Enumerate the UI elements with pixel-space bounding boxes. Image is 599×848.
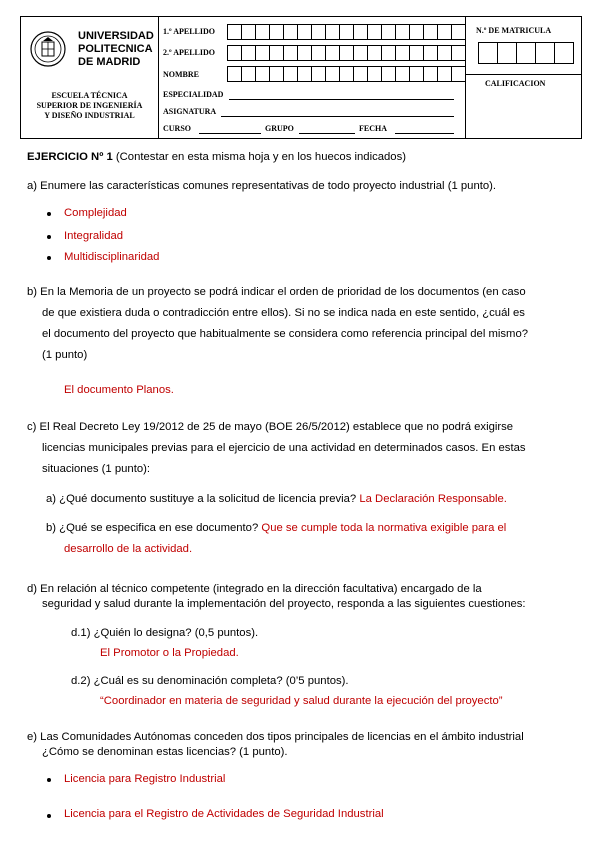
especialidad-label: ESPECIALIDAD	[163, 90, 224, 99]
answer-b: El documento Planos.	[64, 384, 174, 396]
exercise-title-rest: (Contestar en esta misma hoja y en los huecos indicados)	[112, 151, 406, 163]
question-c-sub-a	[46, 490, 507, 509]
question-b-line: b) En la Memoria de un proyecto se podrá indicar el orden de prioridad de los documentos (en caso	[27, 286, 526, 298]
bullet-icon	[47, 256, 51, 260]
university-line: DE MADRID	[78, 56, 141, 68]
apellido1-boxes[interactable]	[227, 24, 465, 40]
answer-d2: “Coordinador en materia de seguridad y salud durante la ejecución del proyecto”	[100, 695, 503, 707]
asignatura-line[interactable]	[221, 116, 454, 117]
answer-c-sub-a: La Declaración Responsable.	[359, 493, 507, 505]
question-d-line: seguridad y salud durante la implementación del proyecto, responda a las siguientes cuestiones:	[42, 598, 526, 610]
university-line: POLITECNICA	[78, 43, 153, 55]
answer-d1: El Promotor o la Propiedad.	[100, 647, 239, 659]
answer-a-3: Multidisciplinaridad	[64, 251, 160, 263]
question-d1: d.1) ¿Quién lo designa? (0,5 puntos).	[71, 627, 259, 639]
header-divider	[465, 74, 581, 75]
matricula-boxes[interactable]	[478, 42, 573, 64]
question-c-line: licencias municipales previas para el ejercicio de una actividad en determinados casos. En estas	[42, 442, 526, 454]
school-line: Y DISEÑO INDUSTRIAL	[44, 111, 135, 120]
question-c-line: situaciones (1 punto):	[42, 463, 151, 475]
question-c-sub-a-text: a) ¿Qué documento sustituye a la solicitud de licencia previa?	[46, 493, 360, 505]
bullet-icon	[47, 212, 51, 216]
matricula-label: N.º DE MATRICULA	[476, 26, 552, 35]
apellido2-boxes[interactable]	[227, 45, 465, 61]
question-a: a) Enumere las características comunes representativas de todo proyecto industrial (1 punto).	[27, 180, 497, 192]
answer-a-1: Complejidad	[64, 207, 127, 219]
school-line: SUPERIOR DE INGENIERÍA	[36, 101, 143, 110]
university-line: UNIVERSIDAD	[78, 30, 154, 42]
school-line: ESCUELA TÉCNICA	[51, 91, 128, 100]
bullet-icon	[47, 235, 51, 239]
question-b-line: de que existiera duda o contradicción entre ellos). Si no se indica nada en este sentido, ¿cuál es	[42, 307, 525, 319]
answer-c-sub-b: Que se cumple toda la normativa exigible para el	[261, 522, 507, 534]
answer-e-1: Licencia para Registro Industrial	[64, 773, 226, 785]
question-d2: d.2) ¿Cuál es su denominación completa? (0’5 puntos).	[71, 675, 349, 687]
question-e-line: e) Las Comunidades Autónomas conceden dos tipos principales de licencias en el ámbito industrial	[27, 731, 524, 743]
answer-c-sub-b-cont: desarrollo de la actividad.	[64, 543, 193, 555]
asignatura-label: ASIGNATURA	[163, 107, 217, 116]
bullet-icon	[47, 778, 51, 782]
apellido2-label: 2.º APELLIDO	[163, 48, 215, 57]
exercise-title-bold: EJERCICIO Nº 1	[27, 151, 113, 163]
question-b-line: el documento del proyecto que habitualmente se considera como referencia principal del mismo?	[42, 328, 529, 340]
university-name	[78, 30, 154, 69]
nombre-boxes[interactable]	[227, 66, 465, 82]
especialidad-line[interactable]	[229, 99, 454, 100]
exam-header	[20, 16, 582, 139]
bullet-icon	[47, 814, 51, 818]
university-seal-icon	[30, 31, 66, 67]
fecha-line[interactable]	[395, 133, 454, 134]
question-c-line: c) El Real Decreto Ley 19/2012 de 25 de mayo (BOE 26/5/2012) establece que no podrá exigirse	[27, 421, 514, 433]
grupo-line[interactable]	[299, 133, 355, 134]
header-divider	[158, 17, 159, 138]
apellido1-label: 1.º APELLIDO	[163, 27, 215, 36]
curso-line[interactable]	[199, 133, 261, 134]
fecha-label: FECHA	[359, 124, 387, 133]
nombre-label: NOMBRE	[163, 70, 199, 79]
question-b-line: (1 punto)	[42, 349, 88, 361]
curso-label: CURSO	[163, 124, 192, 133]
answer-a-2: Integralidad	[64, 230, 124, 242]
school-name	[21, 91, 158, 121]
question-d-line: d) En relación al técnico competente (integrado en la dirección facultativa) encargado de la	[27, 583, 482, 595]
grupo-label: GRUPO	[265, 124, 294, 133]
answer-e-2: Licencia para el Registro de Actividades de Seguridad Industrial	[64, 808, 384, 820]
question-c-sub-b-text: b) ¿Qué se especifica en ese documento?	[46, 522, 262, 534]
question-e-line: ¿Cómo se denominan estas licencias? (1 punto).	[42, 746, 288, 758]
calificacion-label: CALIFICACION	[485, 79, 546, 88]
exercise-title	[27, 148, 406, 167]
question-c-sub-b	[46, 519, 573, 538]
